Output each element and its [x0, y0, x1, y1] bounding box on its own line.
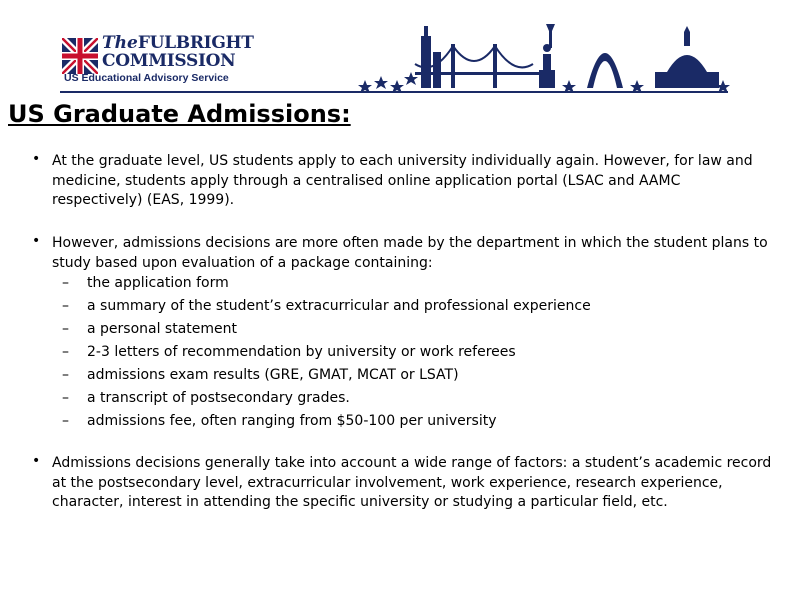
bullet-icon: •: [32, 453, 41, 469]
union-jack-icon: [62, 38, 98, 74]
dash-icon: –: [62, 275, 69, 291]
slide-header: [0, 0, 800, 98]
logo-subtitle: US Educational Advisory Service: [64, 72, 229, 84]
header-divider: [60, 91, 728, 93]
us-skyline-icon: [355, 24, 730, 94]
slide-title: US Graduate Admissions:: [8, 100, 351, 128]
dash-icon: –: [62, 413, 69, 429]
fulbright-logo: [62, 33, 254, 88]
logo-wordmark: TheFULBRIGHT COMMISSION: [102, 33, 254, 71]
dash-icon: –: [62, 367, 69, 383]
dash-icon: –: [62, 298, 69, 314]
bullet-icon: •: [32, 151, 41, 167]
bullet-icon: •: [32, 233, 41, 249]
dash-icon: –: [62, 344, 69, 360]
bullet-text: At the graduate level, US students apply to each university individually again. However, for law and medicine, students apply through a centralised online application portal (LSAC and AAMC respectively) (EAS, 1999).: [52, 153, 753, 208]
bullet-text: Admissions decisions generally take into account a wide range of factors: a student’s academic record at the postsecondary level, extracurricular involvement, work experience, research experience, character, interest in attending the specific university or studying a particular field, etc.: [52, 455, 772, 510]
list-item-text: 2-3 letters of recommendation by university or work referees: [87, 344, 516, 360]
dash-icon: –: [62, 321, 69, 337]
list-item-text: admissions fee, often ranging from $50-100 per university: [87, 413, 497, 429]
list-item-text: a summary of the student’s extracurricular and professional experience: [87, 298, 591, 314]
bullet-text: However, admissions decisions are more often made by the department in which the student plans to study based upon evaluation of a package containing:: [52, 235, 768, 271]
list-item-text: admissions exam results (GRE, GMAT, MCAT or LSAT): [87, 367, 459, 383]
list-item-text: a personal statement: [87, 321, 238, 337]
dash-icon: –: [62, 390, 69, 406]
list-item-text: a transcript of postsecondary grades.: [87, 390, 350, 406]
list-item-text: the application form: [87, 275, 229, 291]
